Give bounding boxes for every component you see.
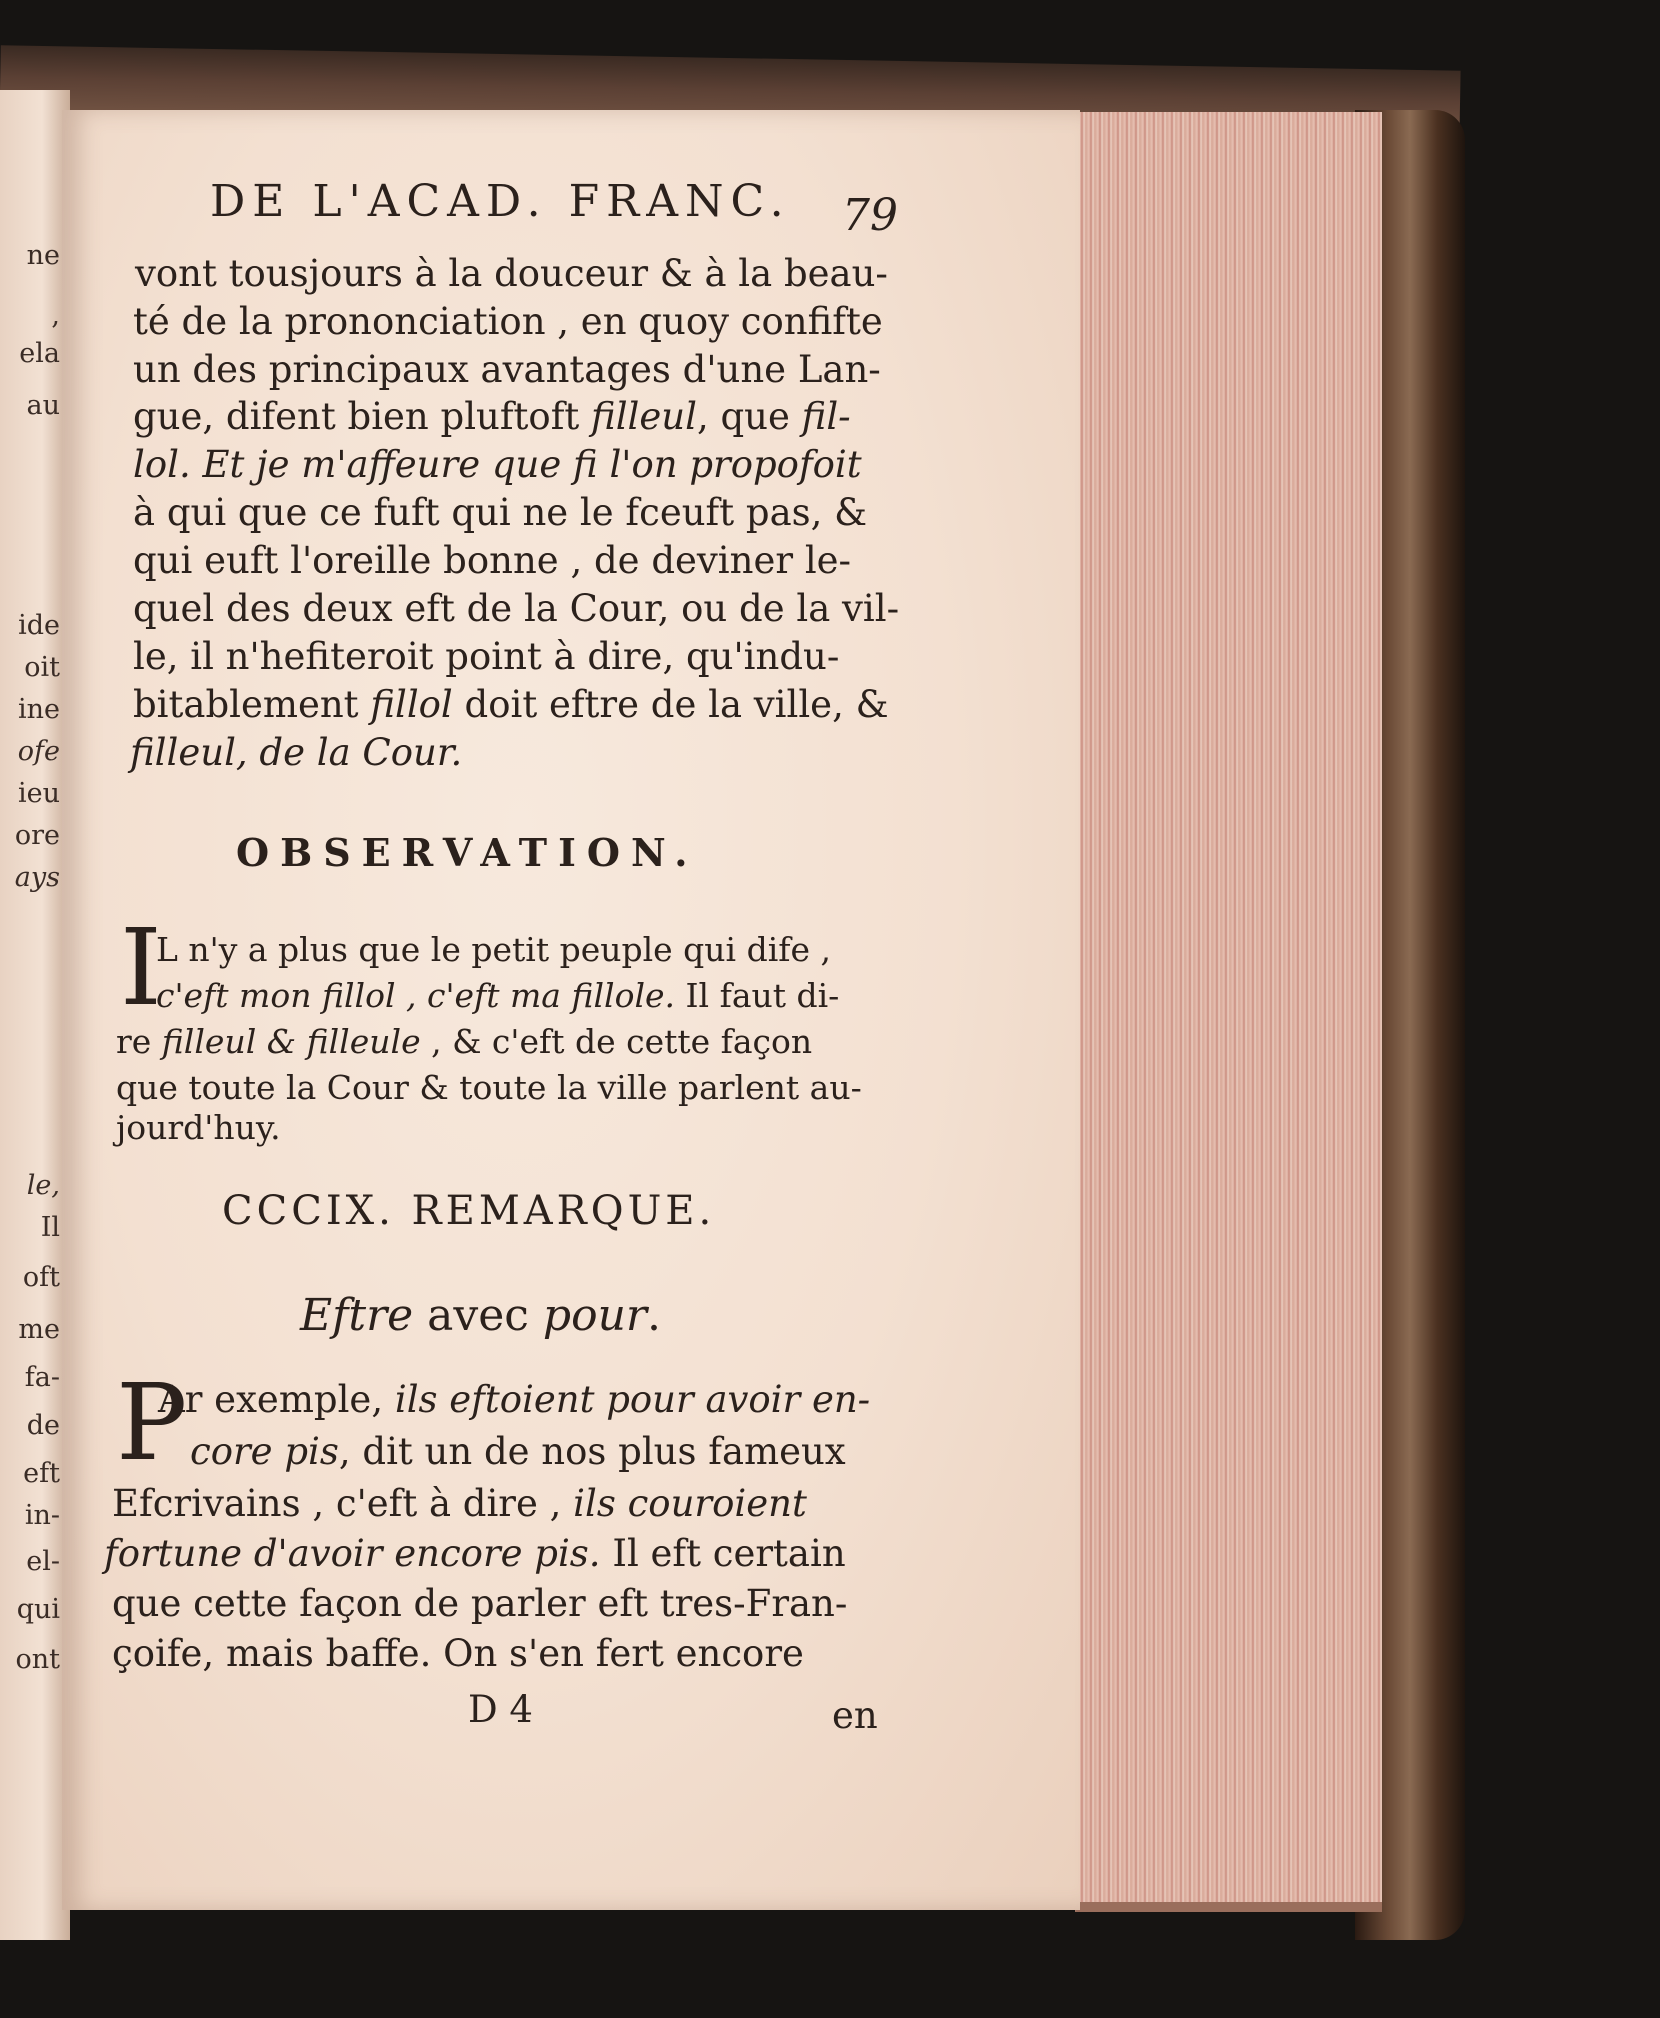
remarque-line: que cette façon de parler eft tres-Fran-: [112, 1582, 848, 1625]
gutter-fragment: ,: [51, 300, 60, 331]
remarque-heading: CCCIX. REMARQUE.: [222, 1188, 716, 1234]
remarque-line: [104, 1532, 846, 1575]
remarque-line: [112, 1482, 807, 1525]
gutter-fragment: ays: [14, 862, 60, 893]
italic-text: c'eft mon fillol , c'eft ma fillole.: [156, 976, 676, 1015]
text-line: té de la prononciation , en quoy confifte: [133, 300, 883, 343]
roman-text: Ar exemple,: [158, 1378, 395, 1421]
roman-text: , & c'eft de cette façon: [420, 1022, 813, 1061]
gutter-fragment: me: [18, 1314, 60, 1345]
observation-line: L n'y a plus que le petit peuple qui dife ,: [156, 930, 832, 969]
text-line: quel des deux eft de la Cour, ou de la vil-: [133, 587, 900, 630]
gutter-fragment: ela: [19, 338, 60, 369]
text-line: un des principaux avantages d'une Lan-: [133, 348, 881, 391]
gutter-fragment: oit: [24, 652, 60, 683]
remarque-title-end: .: [646, 1290, 661, 1341]
text-line: [130, 731, 462, 774]
gutter-fragment: fa-: [24, 1362, 60, 1393]
remarque-line: çoife, mais baffe. On s'en fert encore: [112, 1632, 804, 1675]
italic-text: filleul: [591, 395, 697, 438]
gutter-fragment: ine: [17, 694, 60, 725]
remarque-title-italic-2: pour: [542, 1290, 647, 1341]
italic-text: core pis: [190, 1430, 339, 1473]
observation-line: jourd'huy.: [116, 1108, 281, 1147]
roman-text: Il faut di-: [675, 976, 840, 1015]
roman-text: Il eft certain: [600, 1532, 846, 1575]
remarque-dropcap: P: [116, 1361, 188, 1484]
italic-text: , de la Cour.: [235, 731, 463, 774]
roman-text: bitablement: [133, 683, 371, 726]
signature-mark: D 4: [468, 1688, 533, 1731]
gutter-fragment: oft: [22, 1262, 60, 1293]
observation-heading: OBSERVATION.: [236, 830, 699, 875]
observation-line: [156, 976, 839, 1015]
gutter-fragment: el-: [26, 1546, 60, 1577]
italic-text: fil-: [801, 395, 851, 438]
italic-text: Et je m'affeure que fi l'on propofoit: [190, 443, 862, 486]
italic-text: ils couroient: [573, 1482, 807, 1525]
italic-text: fillol: [370, 683, 453, 726]
gutter-fragment: Il: [40, 1212, 60, 1243]
roman-text: , dit un de nos plus fameux: [338, 1430, 846, 1473]
italic-text: filleul: [130, 731, 236, 774]
left-page-strip: [0, 90, 70, 1940]
gutter-fragment: qui: [16, 1594, 60, 1625]
gutter-fragment: ne: [26, 240, 60, 271]
remarque-title-mid: avec: [413, 1290, 543, 1341]
gutter-fragment: ide: [18, 610, 60, 641]
running-head: DE L'ACAD. FRANC.: [210, 176, 791, 227]
observation-dropcap: I: [120, 906, 162, 1029]
gutter-fragment: in-: [24, 1500, 60, 1531]
observation-line: que toute la Cour & toute la ville parlent au-: [116, 1068, 862, 1107]
gutter-fragment: ore: [14, 820, 60, 851]
catchword: en: [832, 1694, 878, 1737]
gutter-fragment: au: [26, 390, 60, 421]
text-line: le, il n'hefiteroit point à dire, qu'indu-: [133, 635, 840, 678]
text-line: [133, 443, 862, 486]
italic-text: filleul & filleule: [161, 1022, 421, 1061]
gutter-fragment: ont: [15, 1644, 60, 1675]
roman-text: doit eftre de la ville, &: [452, 683, 889, 726]
italic-text: ils eftoient pour avoir en-: [394, 1378, 871, 1421]
gutter-fragment: ofe: [17, 736, 60, 767]
remarque-line: [190, 1430, 846, 1473]
remarque-title-italic-1: Eftre: [300, 1290, 414, 1341]
text-line: [133, 683, 889, 726]
gutter-fragment: eft: [23, 1458, 60, 1489]
text-line: vont tousjours à la douceur & à la beau-: [135, 252, 888, 295]
text-line: à qui que ce fuft qui ne le fceuft pas, &: [133, 491, 868, 534]
roman-text: re: [116, 1022, 162, 1061]
text-line: [133, 395, 851, 438]
gutter-fragment: le,: [26, 1170, 60, 1201]
remarque-title: [300, 1290, 661, 1341]
gutter-fragment: ieu: [17, 778, 60, 809]
italic-text: lol.: [133, 443, 191, 486]
italic-text: fortune d'avoir encore pis.: [104, 1532, 601, 1575]
roman-text: Efcrivains , c'eft à dire ,: [112, 1482, 574, 1525]
text-line: qui euft l'oreille bonne , de deviner le-: [133, 539, 852, 582]
observation-line: [116, 1022, 812, 1061]
roman-text: gue, difent bien pluftoft: [133, 395, 592, 438]
page-number: 79: [842, 190, 898, 241]
roman-text: , que: [696, 395, 802, 438]
page-edges: [1075, 112, 1382, 1912]
remarque-line: [158, 1378, 870, 1421]
gutter-fragment: de: [26, 1410, 60, 1441]
